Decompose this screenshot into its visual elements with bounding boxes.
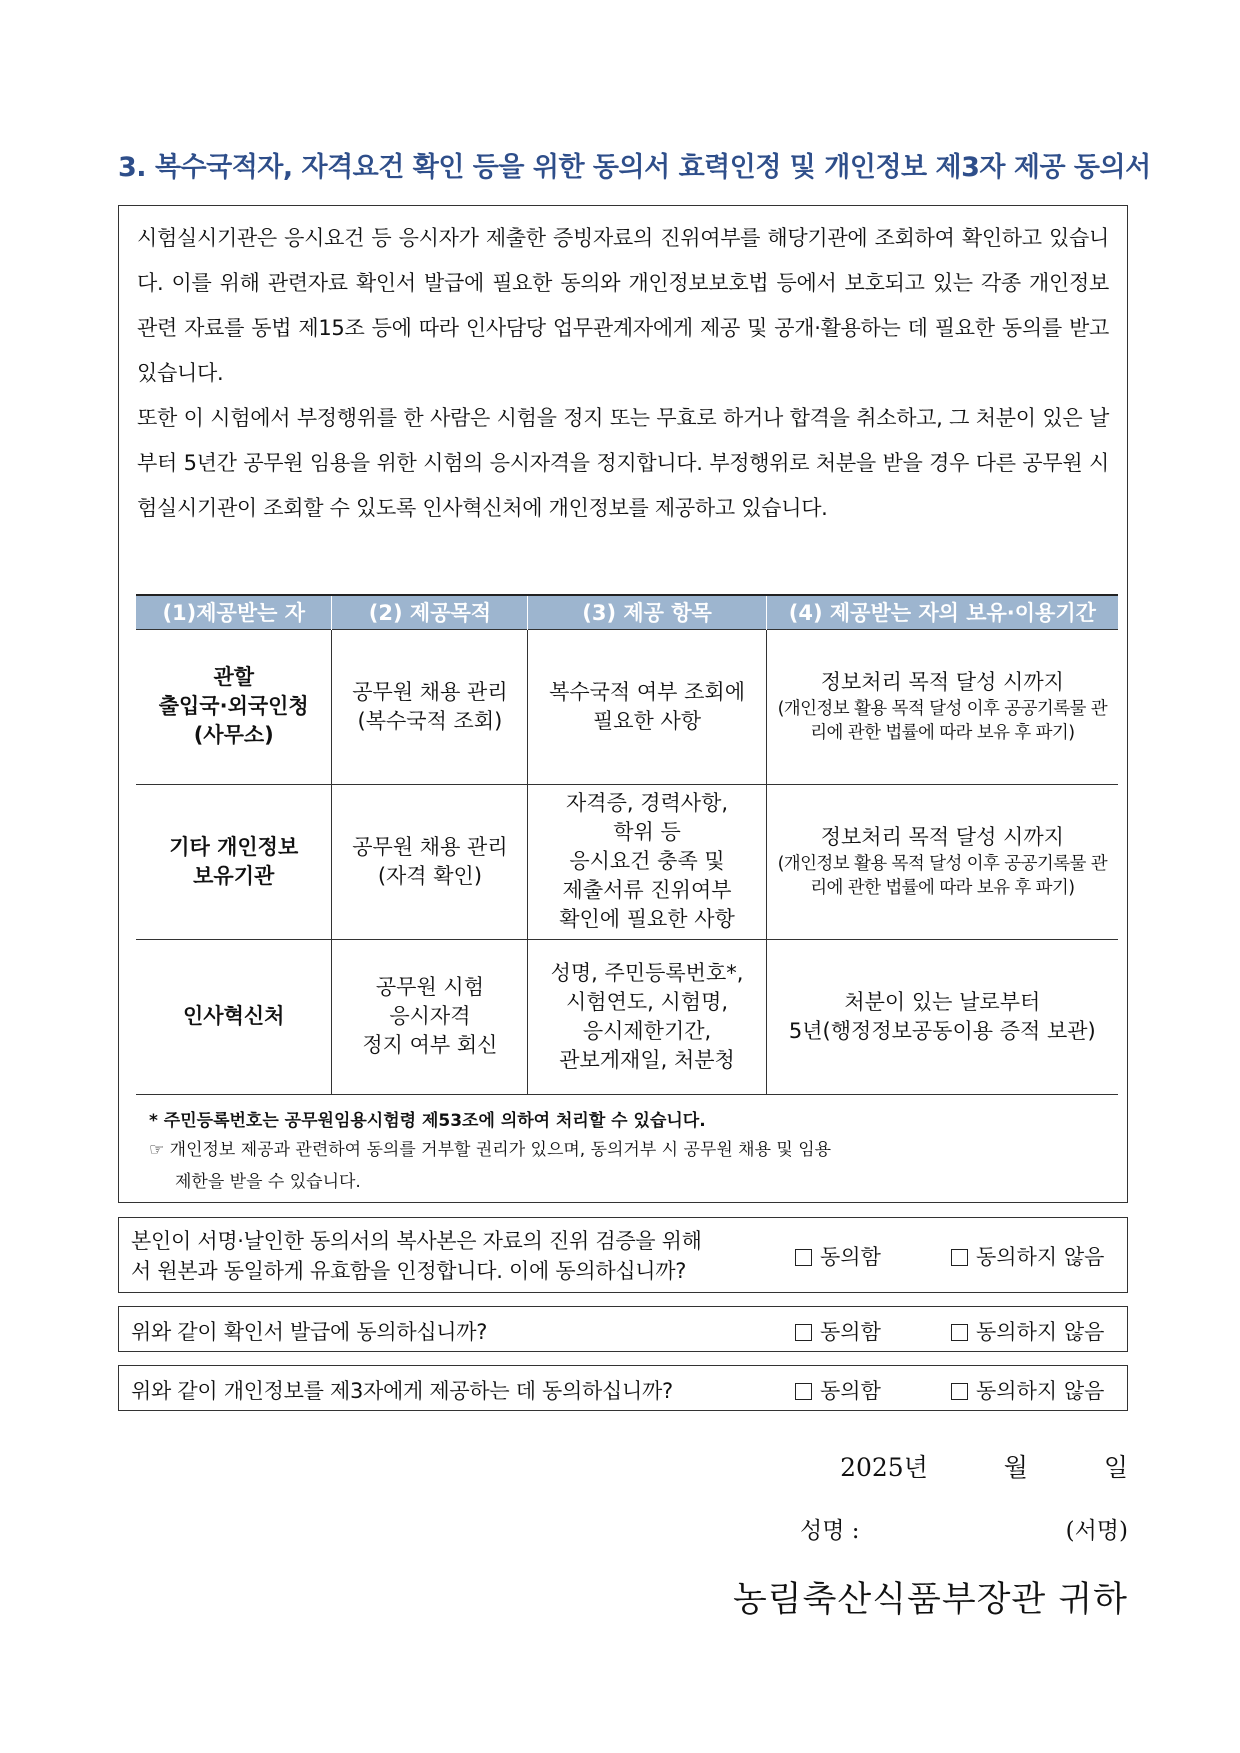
table-row: [136, 629, 1118, 784]
consent-certificate-issuance: [118, 1306, 1128, 1352]
intro-paragraph-2: 또한 이 시험에서 부정행위를 한 사람은 시험을 정지 또는 무효로 하거나 합격을 취소하고, 그 처분이 있은 날부터 5년간 공무원 임용을 위한 시험의 응시자격을 정지합니다. 부정행위로 처분을 받을 경우 다른 공무원 시험실시기관이 조회할 수 있도록 인사혁신처에 개인정보를 제공하고 있습니다.: [137, 406, 1109, 520]
agree-checkbox[interactable]: 동의함: [795, 1375, 881, 1405]
date-year: 2025년: [840, 1453, 928, 1482]
document-title: 3. 복수국적자, 자격요건 확인 등을 위한 동의서 효력인정 및 개인정보 제3자 제공 동의서: [118, 152, 1151, 183]
period-cell: 처분이 있는 날로부터 5년(행정정보공동이용 증적 보관): [766, 939, 1118, 1094]
header-purpose: (2) 제공목적: [332, 595, 528, 629]
resident-number-note: * 주민등록번호는 공무원임용시험령 제53조에 의하여 처리할 수 있습니다.: [149, 1111, 706, 1131]
header-recipient: (1)제공받는 자: [136, 595, 332, 629]
checkbox-icon: [951, 1324, 968, 1341]
consent-question: 위와 같이 개인정보를 제3자에게 제공하는 데 동의하십니까?: [131, 1379, 673, 1403]
items-cell: 복수국적 여부 조회에 필요한 사항: [528, 629, 766, 784]
disagree-checkbox[interactable]: 동의하지 않음: [951, 1375, 1104, 1405]
items-cell: 자격증, 경력사항, 학위 등 응시요건 충족 및 제출서류 진위여부 확인에 필요한 사항: [528, 784, 766, 939]
date-month: 월: [1003, 1453, 1028, 1482]
disagree-checkbox[interactable]: 동의하지 않음: [951, 1241, 1104, 1271]
pointing-hand-icon: ☞: [149, 1140, 165, 1160]
items-cell: 성명, 주민등록번호*, 시험연도, 시험명, 응시제한기간, 관보게재일, 처분청: [528, 939, 766, 1094]
table-header-row: [136, 595, 1118, 629]
recipient-cell: 기타 개인정보 보유기관: [136, 784, 332, 939]
checkbox-icon: [951, 1249, 968, 1266]
header-period: (4) 제공받는 자의 보유·이용기간: [766, 595, 1118, 629]
agree-checkbox[interactable]: 동의함: [795, 1316, 881, 1346]
date-line: [840, 1448, 1128, 1484]
recipient-cell: 관할 출입국·외국인청 (사무소): [136, 629, 332, 784]
intro-paragraph-1: 시험실시기관은 응시요건 등 응시자가 제출한 증빙자료의 진위여부를 해당기관에 조회하여 확인하고 있습니다. 이를 위해 관련자료 확인서 발급에 필요한 동의와 개인정보보호법 등에서 보호되고 있는 각종 개인정보 관련 자료를 동법 제15조 등에 따라 인사담당 업무관계자에게 제공 및 공개·활용하는 데 필요한 동의를 받고 있습니다.: [137, 226, 1109, 385]
table-row: [136, 784, 1118, 939]
addressee: 농림축산식품부장관 귀하: [732, 1580, 1128, 1620]
checkbox-icon: [795, 1383, 812, 1400]
purpose-cell: 공무원 시험 응시자격 정지 여부 회신: [332, 939, 528, 1094]
purpose-cell: 공무원 채용 관리 (자격 확인): [332, 784, 528, 939]
disagree-checkbox[interactable]: 동의하지 않음: [951, 1316, 1104, 1346]
refusal-right-note: ☞ 개인정보 제공과 관련하여 동의를 거부할 권리가 있으며, 동의거부 시 공무원 채용 및 임용 제한을 받을 수 있습니다.: [149, 1140, 832, 1192]
signature-label[interactable]: (서명): [1065, 1518, 1128, 1544]
purpose-cell: 공무원 채용 관리 (복수국적 조회): [332, 629, 528, 784]
period-cell: 정보처리 목적 달성 시까지 (개인정보 활용 목적 달성 이후 공공기록물 관리에 관한 법률에 따라 보유 후 파기): [766, 784, 1118, 939]
consent-question: 위와 같이 확인서 발급에 동의하십니까?: [131, 1320, 488, 1344]
header-items: (3) 제공 항목: [528, 595, 766, 629]
table-row: [136, 939, 1118, 1094]
provision-table: [136, 594, 1118, 1095]
recipient-cell: 인사혁신처: [136, 939, 332, 1094]
checkbox-icon: [795, 1249, 812, 1266]
date-day: 일: [1103, 1453, 1128, 1482]
consent-question: 본인이 서명·날인한 동의서의 복사본은 자료의 진위 검증을 위해 서 원본과 동일하게 유효함을 인정합니다. 이에 동의하십니까?: [131, 1229, 702, 1283]
consent-copy-validity: [118, 1217, 1128, 1293]
checkbox-icon: [951, 1383, 968, 1400]
consent-info-box: [118, 205, 1128, 1203]
period-cell: 정보처리 목적 달성 시까지 (개인정보 활용 목적 달성 이후 공공기록물 관리에 관한 법률에 따라 보유 후 파기): [766, 629, 1118, 784]
consent-third-party: [118, 1365, 1128, 1411]
name-label: 성명 :: [800, 1518, 860, 1544]
checkbox-icon: [795, 1324, 812, 1341]
agree-checkbox[interactable]: 동의함: [795, 1241, 881, 1271]
